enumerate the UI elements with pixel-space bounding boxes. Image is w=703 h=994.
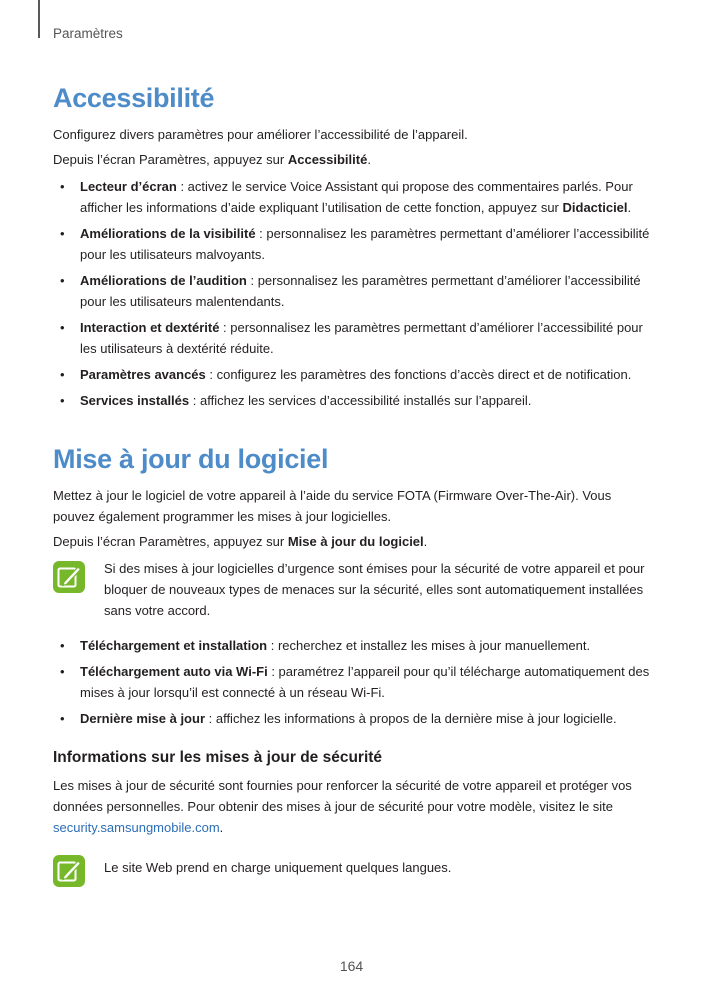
list-item xyxy=(53,176,653,218)
bullet-icon: • xyxy=(60,320,65,335)
item-term: Lecteur d’écran xyxy=(80,179,177,194)
item-text: : paramétrez l’appareil pour qu’il télécharge automatiquement des mises à jour lorsqu’il est connecté à un réseau Wi-Fi. xyxy=(80,664,650,700)
item-text: : personnalisez les paramètres permettant d’améliorer l’accessibilité pour les utilisateurs à dextérité réduite. xyxy=(80,320,643,356)
software-update-list xyxy=(53,635,653,729)
section-title-accessibility: Accessibilité xyxy=(53,83,215,113)
note-text: Le site Web prend en charge uniquement quelques langues. xyxy=(104,860,452,875)
list-item xyxy=(53,661,653,703)
security-text: Les mises à jour de sécurité sont fournies pour renforcer la sécurité de votre appareil et protéger vos données personnelles. Pour obtenir des mises à jour de sécurité pour votre modèle, visitez le site security.samsungmobile.com. xyxy=(53,778,632,835)
path-item-software-update: Mise à jour du logiciel xyxy=(287,534,424,549)
item-term: Interaction et dextérité xyxy=(80,320,220,335)
item-term: Téléchargement et installation xyxy=(80,638,268,653)
item-text: : affichez les services d’accessibilité installés sur l’appareil. xyxy=(189,393,532,408)
item-text: : recherchez et installez les mises à jour manuellement. xyxy=(267,638,591,653)
security-link[interactable]: security.samsungmobile.com xyxy=(53,820,220,835)
bullet-icon: • xyxy=(60,393,65,408)
list-item xyxy=(53,390,653,411)
bullet-icon: • xyxy=(60,367,65,382)
note-pencil-icon xyxy=(53,855,85,887)
list-item xyxy=(53,708,653,729)
list-item xyxy=(53,270,653,312)
note-pencil-icon xyxy=(53,561,85,593)
note-box xyxy=(53,558,653,621)
list-item xyxy=(53,635,653,656)
note-text: Si des mises à jour logicielles d’urgence sont émises pour la sécurité de votre appareil et pour bloquer de nouveaux types de menaces sur la sécurité, elles sont automatiquement installées sans votre accord. xyxy=(104,561,645,618)
item-term: Didacticiel xyxy=(562,200,628,215)
path-item-accessibility: Accessibilité xyxy=(287,152,368,167)
bullet-icon: • xyxy=(60,273,65,288)
item-term: Améliorations de l’audition xyxy=(80,273,247,288)
item-text: : personnalisez les paramètres permettant d’améliorer l’accessibilité pour les utilisateurs malentendants. xyxy=(80,273,641,309)
page-content xyxy=(53,80,653,878)
software-update-intro: Mettez à jour le logiciel de votre appareil à l’aide du service FOTA (Firmware Over-The-Air). Vous pouvez également programmer les mises à jour logicielles. xyxy=(53,488,612,524)
bullet-icon: • xyxy=(60,226,65,241)
bullet-icon: • xyxy=(60,664,65,679)
item-text: : affichez les informations à propos de la dernière mise à jour logicielle. xyxy=(205,711,617,726)
accessibility-path: Depuis l’écran Paramètres, appuyez sur Accessibilité. xyxy=(53,152,371,167)
bullet-icon: • xyxy=(60,638,65,653)
section-title-software-update: Mise à jour du logiciel xyxy=(53,444,329,474)
note-box xyxy=(53,852,653,878)
item-term: Paramètres avancés xyxy=(80,367,206,382)
bullet-icon: • xyxy=(60,711,65,726)
header-rule xyxy=(38,0,40,38)
list-item xyxy=(53,223,653,265)
breadcrumb: Paramètres xyxy=(53,26,123,41)
subsection-title-security: Informations sur les mises à jour de sécurité xyxy=(53,749,383,766)
accessibility-list xyxy=(53,176,653,411)
item-term: Dernière mise à jour xyxy=(80,711,205,726)
bullet-icon: • xyxy=(60,179,65,194)
item-term: Améliorations de la visibilité xyxy=(80,226,256,241)
item-text: : activez le service Voice Assistant qui propose des commentaires parlés. Pour afficher les informations d’aide expliquant l’utilisation de cette fonction, appuyez sur xyxy=(80,179,633,215)
accessibility-intro: Configurez divers paramètres pour améliorer l’accessibilité de l’appareil. xyxy=(53,127,468,142)
item-text: . xyxy=(627,200,632,215)
item-text: : personnalisez les paramètres permettant d’améliorer l’accessibilité pour les utilisateurs malvoyants. xyxy=(80,226,650,262)
list-item xyxy=(53,364,653,385)
software-update-path: Depuis l’écran Paramètres, appuyez sur Mise à jour du logiciel. xyxy=(53,534,428,549)
list-item xyxy=(53,317,653,359)
page-number: 164 xyxy=(339,958,364,974)
item-term: Services installés xyxy=(80,393,190,408)
item-term: Téléchargement auto via Wi-Fi xyxy=(80,664,268,679)
item-text: : configurez les paramètres des fonctions d’accès direct et de notification. xyxy=(205,367,632,382)
